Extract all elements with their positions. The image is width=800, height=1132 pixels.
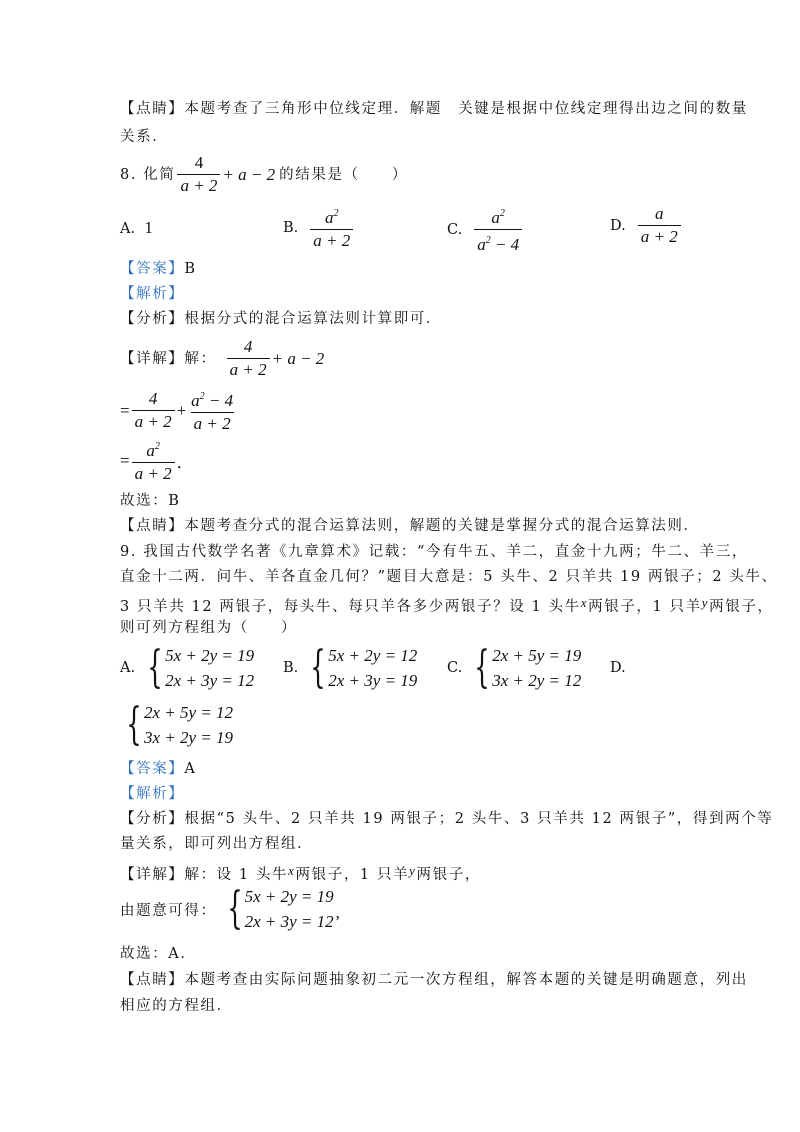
q7-tip-line1: 【点睛】本题考查了三角形中位线定理．解题 关键是根据中位线定理得出边之间的数量 xyxy=(120,101,748,117)
q9-fenxi-line2: 量关系，即可列出方程组． xyxy=(120,836,314,852)
q9-line3: 3 只羊共 12 两银子，每头牛、每只羊各多少两银子？设 1 头牛x两银子，1 只羊y两银子， xyxy=(120,595,774,615)
q9-line1: 9. 我国古代数学名著《九章算术》记载：“今有牛五、羊二，直金十九两；牛二、羊三， xyxy=(120,544,748,560)
q8-question: 8. 化简 $\frac{4}{a + 2}$ + a − 2 的结果是（ ） xyxy=(120,153,408,195)
q8-option-a: A. 1 xyxy=(120,218,153,237)
q9-tip-line1: 【点睛】本题考查由实际问题抽象初二元一次方程组，解答本题的关键是明确题意，列出 xyxy=(120,972,748,988)
q8-option-d: D. $\frac{a}{a + 2}$ xyxy=(610,205,683,246)
q8-analysis-tag: 【解析】 xyxy=(120,286,185,302)
q9-line2: 直金十二两．问牛、羊各直金几何？”题目大意是：5 头牛、2 只羊共 19 两银子；2 头牛、 xyxy=(120,569,778,585)
q8-choose: 故选：B xyxy=(120,493,181,509)
q9-option-c: C. { 2x + 5y = 19 3x + 2y = 12 xyxy=(447,642,582,693)
q9-option-d: { 2x + 5y = 12 3x + 2y = 19 xyxy=(126,699,234,750)
q9-option-a: A. { 5x + 2y = 19 2x + 3y = 12 xyxy=(120,642,255,693)
q9-line4: 则可列方程组为（ ） xyxy=(120,620,298,636)
q9-option-b: B. { 5x + 2y = 12 2x + 3y = 19 xyxy=(283,642,418,693)
q9-option-d-label: D. xyxy=(610,660,626,676)
q8-step1: = $\frac{4}{a + 2}$ + $\frac{a^2 - 4}{a + 2}$ xyxy=(120,389,234,433)
q9-system: 由题意可得： { 5x + 2y = 19 2x + 3y = 12’ xyxy=(120,883,340,934)
q9-fenxi-line1: 【分析】根据“5 头牛、2 只羊共 19 两银子；2 头牛、3 只羊共 12 两银子”，得到两个等 xyxy=(120,811,774,827)
q9-tip-line2: 相应的方程组． xyxy=(120,998,233,1014)
q8-step2: = $\frac{a^2}{a + 2}$ ． xyxy=(120,441,194,483)
q8-option-b: B. $\frac{a^2}{a + 2}$ xyxy=(283,205,355,250)
q7-tip-line2: 关系． xyxy=(120,129,169,145)
q8-xiangjie: 【详解】 解： $\frac{4}{a + 2}$ + a − 2 xyxy=(120,337,325,379)
q8-fenxi: 【分析】根据分式的混合运算法则计算即可． xyxy=(120,311,443,327)
q8-answer: 【答案】B xyxy=(120,261,197,277)
q9-xiangjie: 【详解】解：设 1 头牛x两银子，1 只羊y两银子， xyxy=(120,863,481,883)
q9-answer: 【答案】A xyxy=(120,761,197,777)
q8-option-c: C. $\frac{a^2}{a^2 - 4}$ xyxy=(447,205,524,254)
q9-choose: 故选：A． xyxy=(120,946,197,962)
q8-fraction: $\frac{4}{a + 2}$ xyxy=(177,154,220,195)
q9-analysis-tag: 【解析】 xyxy=(120,786,185,802)
q8-tip: 【点睛】本题考查分式的混合运算法则，解题的关键是掌握分式的混合运算法则． xyxy=(120,518,700,534)
